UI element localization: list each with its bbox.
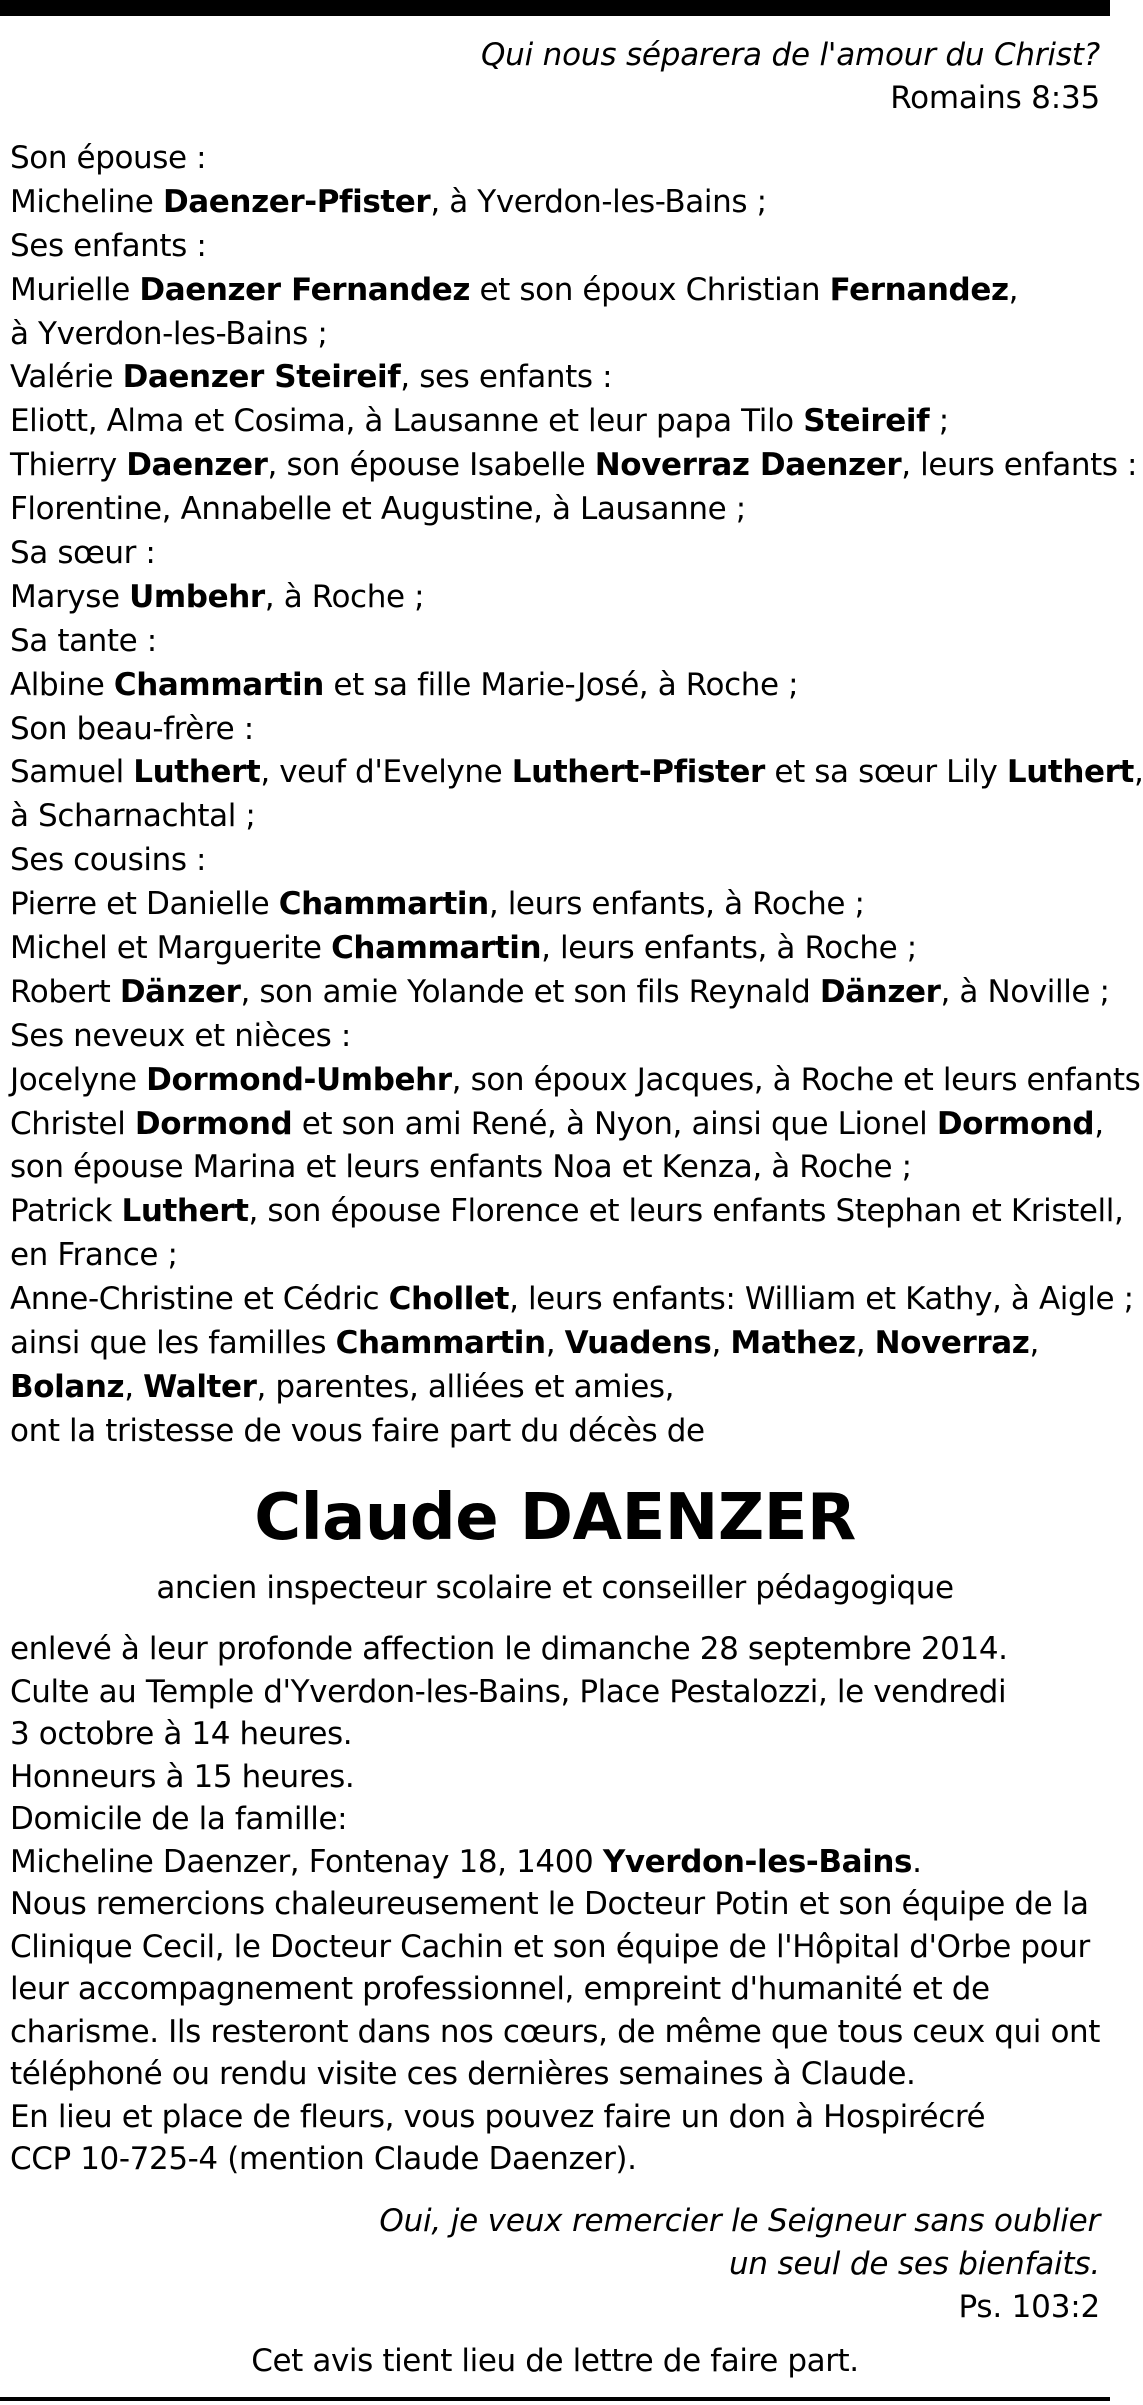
family-line: à Yverdon-les-Bains ;: [10, 315, 328, 352]
details-line: Culte au Temple d'Yverdon-les-Bains, Place Pestalozzi, le vendredi: [10, 1673, 1007, 1710]
family-line: ainsi que les familles Chammartin, Vuadens, Mathez, Noverraz,: [10, 1325, 1039, 1362]
closing-verse-line-2: un seul de ses bienfaits.: [728, 2246, 1100, 2282]
details-line: Clinique Cecil, le Docteur Cachin et son équipe de l'Hôpital d'Orbe pour: [10, 1928, 1090, 1965]
details-line: 3 octobre à 14 heures.: [10, 1716, 353, 1752]
family-line: Valérie Daenzer Steireif, ses enfants :: [10, 359, 613, 396]
family-line: Bolanz, Walter, parentes, alliées et amies,: [10, 1368, 675, 1405]
closing-verse: [379, 2200, 1100, 2329]
closing-verse-reference: Ps. 103:2: [958, 2289, 1100, 2325]
family-line: ont la tristesse de vous faire part du décès de: [10, 1412, 705, 1449]
family-line: Micheline Daenzer-Pfister, à Yverdon-les-Bains ;: [10, 183, 767, 220]
family-line: Son beau-frère :: [10, 710, 254, 747]
family-line: Christel Dormond et son ami René, à Nyon, ainsi que Lionel Dormond,: [10, 1105, 1104, 1142]
family-line: Anne-Christine et Cédric Chollet, leurs enfants: William et Kathy, à Aigle ;: [10, 1281, 1134, 1318]
family-line: Sa sœur :: [10, 535, 156, 572]
details-line: leur accompagnement professionnel, empreint d'humanité et de: [10, 1971, 990, 2007]
family-line: en France ;: [10, 1237, 178, 1274]
family-line: Ses cousins :: [10, 842, 207, 879]
family-line: Son épouse :: [10, 140, 207, 176]
family-line: Maryse Umbehr, à Roche ;: [10, 578, 425, 615]
opening-verse-quote: Qui nous séparera de l'amour du Christ?: [480, 37, 1100, 73]
family-line: Jocelyne Dormond-Umbehr, son époux Jacques, à Roche et leurs enfants: [10, 1061, 1141, 1098]
family-line: à Scharnachtal ;: [10, 798, 256, 835]
funeral-details: [10, 1628, 1105, 2181]
opening-verse-reference: Romains 8:35: [890, 80, 1100, 116]
family-line: Samuel Luthert, veuf d'Evelyne Luthert-Pfister et sa sœur Lily Luthert,: [10, 754, 1143, 791]
family-line: Florentine, Annabelle et Augustine, à Lausanne ;: [10, 491, 746, 528]
details-line: Domicile de la famille:: [10, 1801, 348, 1837]
family-line: Ses neveux et nièces :: [10, 1017, 351, 1054]
family-line: Pierre et Danielle Chammartin, leurs enfants, à Roche ;: [10, 886, 865, 923]
bottom-border-rule: [0, 2397, 1110, 2401]
details-line: CCP 10-725-4 (mention Claude Daenzer).: [10, 2141, 637, 2177]
top-border-rule: [0, 0, 1110, 16]
details-line: Nous remercions chaleureusement le Docteur Potin et son équipe de la: [10, 1886, 1089, 1922]
deceased-function: ancien inspecteur scolaire et conseiller pédagogique: [156, 1570, 954, 1606]
family-list: [10, 137, 1143, 1454]
details-line: charisme. Ils resteront dans nos cœurs, de même que tous ceux qui ont: [10, 2013, 1101, 2050]
closing-verse-line-1: Oui, je veux remercier le Seigneur sans oublier: [379, 2203, 1100, 2239]
family-line: Eliott, Alma et Cosima, à Lausanne et leur papa Tilo Steireif ;: [10, 403, 949, 440]
closing-notice: Cet avis tient lieu de lettre de faire part.: [251, 2343, 859, 2379]
details-line: En lieu et place de fleurs, vous pouvez faire un don à Hospirécré: [10, 2098, 986, 2135]
family-line: Albine Chammartin et sa fille Marie-José, à Roche ;: [10, 666, 799, 703]
deceased-name: Claude DAENZER: [254, 1481, 856, 1555]
family-line: Michel et Marguerite Chammartin, leurs enfants, à Roche ;: [10, 930, 917, 967]
family-line: Ses enfants :: [10, 227, 207, 264]
family-line: son épouse Marina et leurs enfants Noa et Kenza, à Roche ;: [10, 1149, 912, 1186]
family-line: Sa tante :: [10, 622, 157, 659]
family-line: Patrick Luthert, son épouse Florence et leurs enfants Stephan et Kristell,: [10, 1193, 1124, 1230]
details-line: enlevé à leur profonde affection le dimanche 28 septembre 2014.: [10, 1631, 1008, 1667]
details-line: Honneurs à 15 heures.: [10, 1758, 355, 1795]
family-line: Murielle Daenzer Fernandez et son époux Christian Fernandez,: [10, 271, 1019, 308]
family-line: Robert Dänzer, son amie Yolande et son fils Reynald Dänzer, à Noville ;: [10, 973, 1110, 1010]
details-line: Micheline Daenzer, Fontenay 18, 1400 Yverdon-les-Bains.: [10, 1843, 922, 1880]
details-line: téléphoné ou rendu visite ces dernières semaines à Claude.: [10, 2056, 916, 2092]
opening-verse: [481, 34, 1100, 120]
family-line: Thierry Daenzer, son épouse Isabelle Noverraz Daenzer, leurs enfants :: [10, 447, 1138, 484]
